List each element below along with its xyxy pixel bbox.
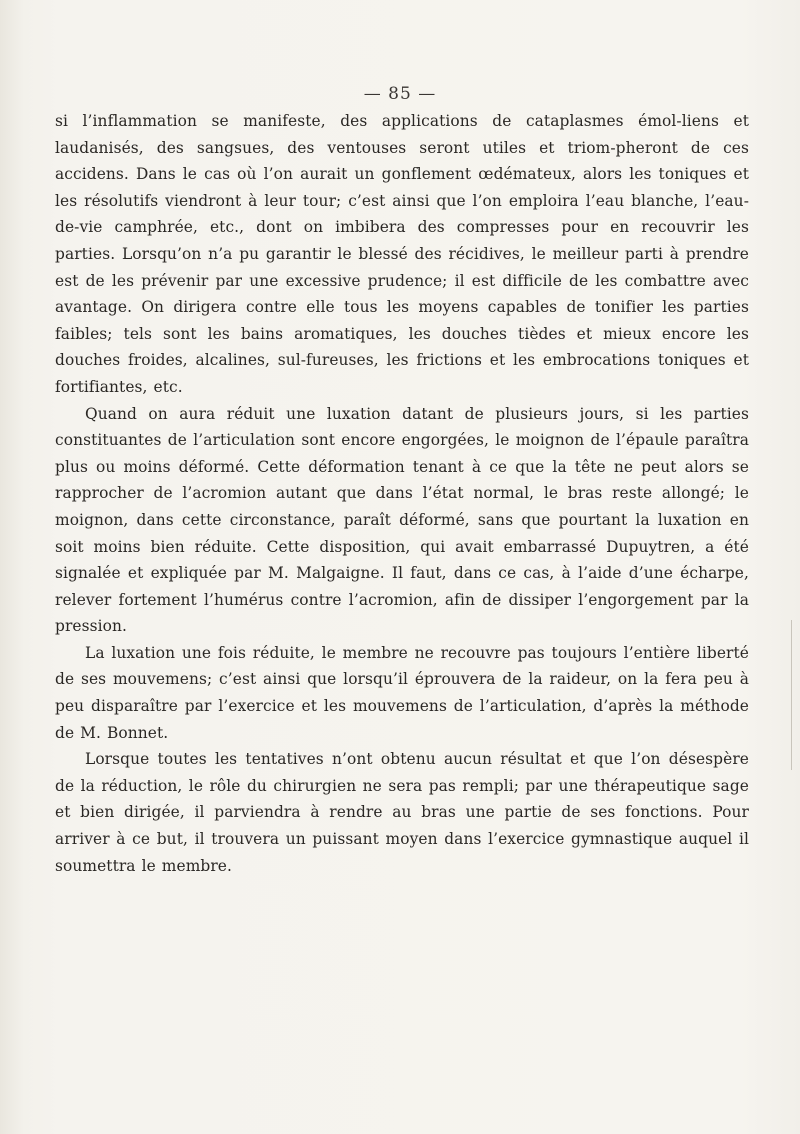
paragraph-2: Quand on aura réduit une luxation datant de plusieurs jours, si les parties constituantes de l’articulation sont encore engorgées, le moignon de l’épaule paraîtra plus ou moins déformé. Cette déformation tenant à ce que la tête ne peut alors se rapprocher de l’acromion autant que dans l’état normal, le bras reste allongé; le moignon, dans cette circonstance, paraît déformé, sans que pourtant la luxation en soit moins bien réduite. Cette disposition, qui avait embarrassé Dupuytren, a été signalée et expliquée par M. Malgaigne. Il faut, dans ce cas, à l’aide d’une écharpe, relever fortement l’humérus contre l’acromion, afin de dissiper l’engorgement par la pression.: [55, 404, 749, 636]
page-number: — 85 —: [363, 84, 437, 104]
page-edge-shadow: [791, 620, 792, 770]
paragraph-1: si l’inflammation se manifeste, des applications de cataplasmes émol-liens et laudanisés, des sangsues, des ventouses seront utiles et triom-pheront de ces accidens. Dans le cas où l’on aurait un gonflement œdémateux, alors les toniques et les résolutifs viendront à leur tour; c’est ainsi que l’on emploira l’eau blanche, l’eau-de-vie camphrée, etc., dont on imbibera des compresses pour en recouvrir les parties. Lorsqu’on n’a pu garantir le blessé des récidives, le meilleur parti à prendre est de les prévenir par une excessive prudence; il est difficile de les combattre avec avantage. On dirigera contre elle tous les moyens capables de tonifier les parties faibles; tels sont les bains aromatiques, les douches tièdes et mieux encore les douches froides, alcalines, sul-fureuses, les frictions et les embrocations toniques et fortifiantes, etc.: [55, 112, 749, 396]
body-text: [55, 108, 749, 879]
paragraph-4: Lorsque toutes les tentatives n’ont obtenu aucun résultat et que l’on désespère de la réduction, le rôle du chirurgien ne sera pas rempli; par une thérapeutique sage et bien dirigée, il parviendra à rendre au bras une partie de ses fonctions. Pour arriver à ce but, il trouvera un puissant moyen dans l’exercice gymnastique auquel il soumettra le membre.: [55, 750, 749, 875]
paragraph-3: La luxation une fois réduite, le membre ne recouvre pas toujours l’entière liberté de ses mouvemens; c’est ainsi que lorsqu’il éprouvera de la raideur, on la fera peu à peu disparaître par l’exercice et les mouvemens de l’articulation, d’après la méthode de M. Bonnet.: [55, 643, 749, 742]
